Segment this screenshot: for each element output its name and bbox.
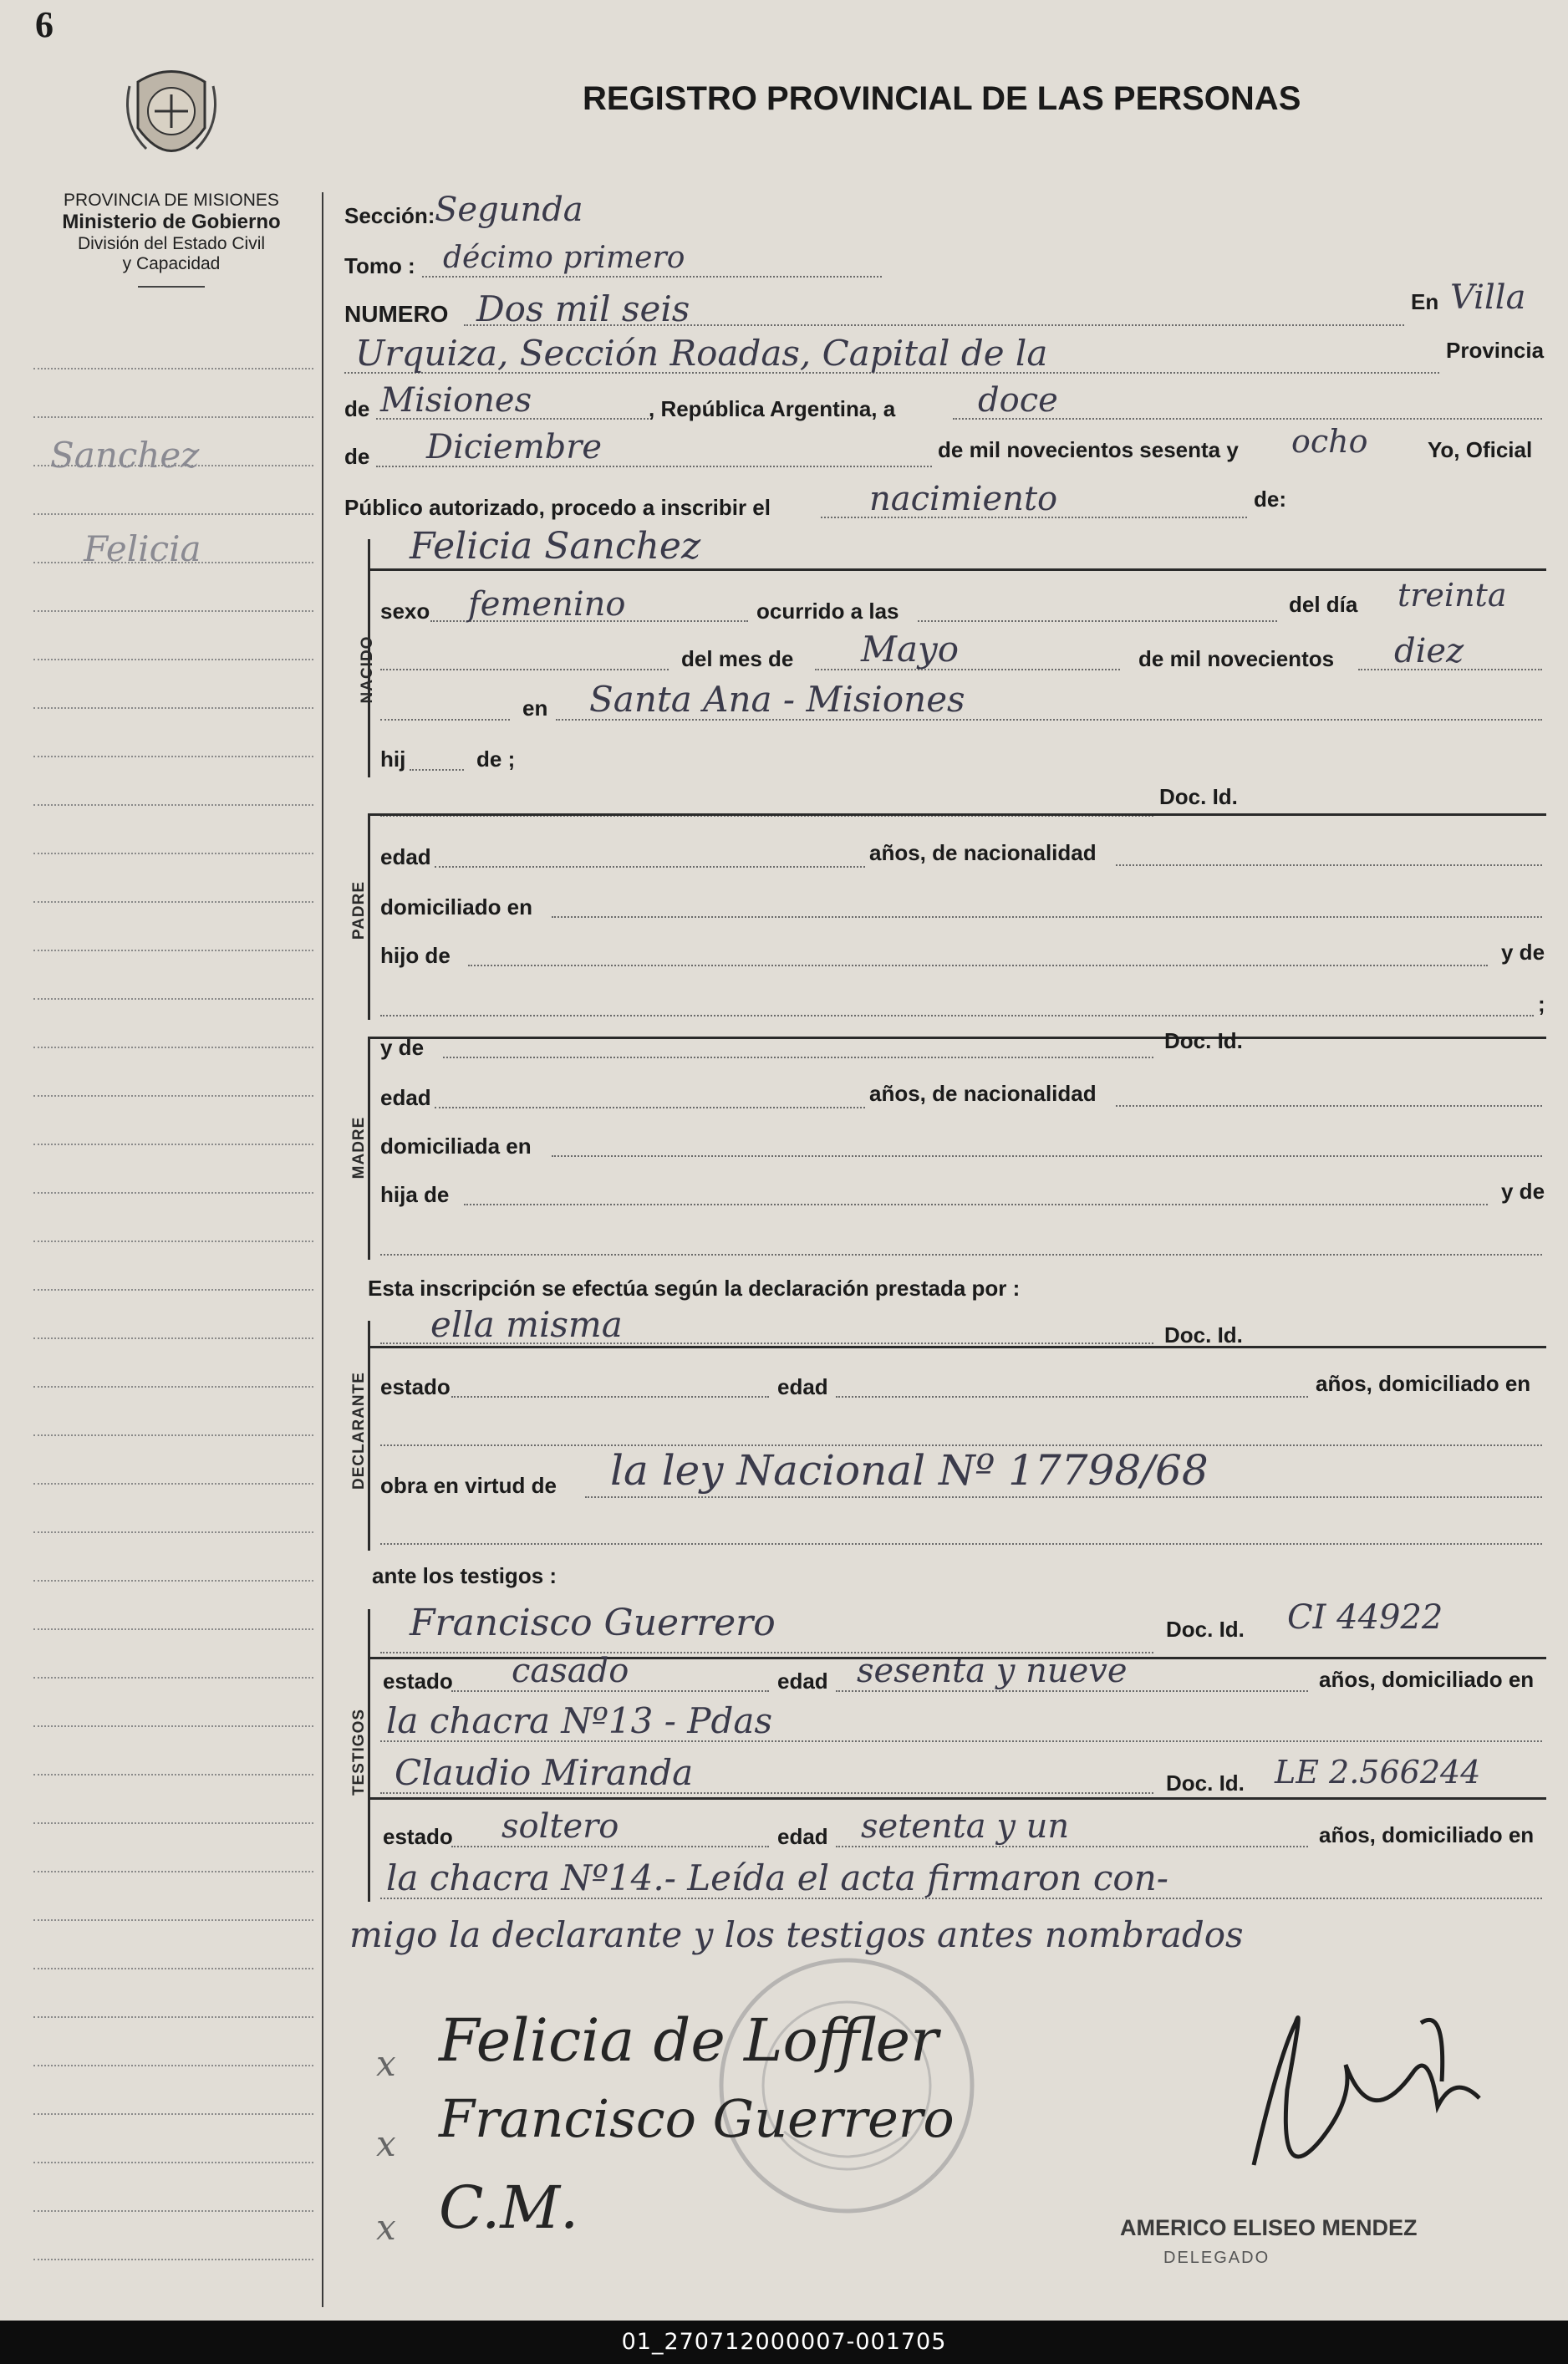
margin-ruled-line xyxy=(33,368,313,369)
margin-ruled-line xyxy=(33,1725,313,1727)
page-number: 6 xyxy=(35,4,53,45)
margin-ruled-line xyxy=(33,2113,313,2115)
closing-text: migo la declarante y los testigos antes nombrados xyxy=(349,1914,1244,1955)
acto-value: nacimiento xyxy=(869,480,1058,518)
margin-ruled-line xyxy=(33,1822,313,1824)
margin-ruled-line xyxy=(33,2016,313,2018)
hij-label: hij xyxy=(380,746,406,772)
madre-y-de-label: y de xyxy=(380,1035,425,1060)
testigo2-nombre: Claudio Miranda xyxy=(395,1752,694,1793)
en-lugar-label: en xyxy=(522,695,548,721)
de-mil-nov-label: de mil novecientos xyxy=(1138,646,1335,671)
image-id-footer: 01_270712000007-001705 xyxy=(0,2321,1568,2364)
del-mes-label: del mes de xyxy=(681,646,794,671)
sexo-value: femenino xyxy=(468,585,626,624)
de-label: de xyxy=(344,396,370,421)
ano-nac-value: diez xyxy=(1394,632,1464,670)
testigos-side-label: TESTIGOS xyxy=(350,1708,368,1796)
testigo1-doc-value: CI 44922 xyxy=(1287,1598,1443,1637)
signature-claudio: C.M. xyxy=(439,2173,579,2242)
margin-ruled-line xyxy=(33,1241,313,1242)
org-capacity: y Capacidad xyxy=(122,254,221,273)
margin-ruled-line xyxy=(33,1289,313,1291)
testigo1-doc-label: Doc. Id. xyxy=(1166,1617,1245,1642)
padre-semicolon: ; xyxy=(1538,991,1545,1016)
padre-side-label: PADRE xyxy=(350,880,368,940)
de-mil-label: de mil novecientos sesenta y xyxy=(938,437,1239,462)
official-name: AMERICO ELISEO MENDEZ xyxy=(1120,2215,1418,2240)
esta-inscripcion-label: Esta inscripción se efectúa según la declaración prestada por : xyxy=(368,1276,1021,1301)
margin-ruled-line xyxy=(33,1144,313,1145)
margin-divider xyxy=(322,192,323,2307)
numero-value: Dos mil seis xyxy=(476,288,690,329)
declarante-doc-label: Doc. Id. xyxy=(1164,1322,1243,1348)
margin-ruled-line xyxy=(33,1968,313,1969)
margin-ruled-line xyxy=(33,1047,313,1048)
sexo-label: sexo xyxy=(380,599,430,624)
testigo2-dom-value: la chacra Nº14.- Leída el acta firmaron con- xyxy=(386,1857,1168,1898)
official-signature-scrawl xyxy=(1229,1973,1504,2224)
testigo2-dom-label: años, domiciliado en xyxy=(1319,1822,1535,1847)
org-block xyxy=(17,191,326,288)
en-label: En xyxy=(1411,289,1439,314)
margin-ruled-line xyxy=(33,416,313,418)
margin-ruled-line xyxy=(33,804,313,806)
declarante-side-label: DECLARANTE xyxy=(350,1372,368,1490)
madre-nac-label: años, de nacionalidad xyxy=(869,1081,1097,1106)
margin-ruled-line xyxy=(33,610,313,612)
testigo2-doc-label: Doc. Id. xyxy=(1166,1770,1245,1796)
margin-ruled-line xyxy=(33,1337,313,1339)
org-underline xyxy=(138,286,205,288)
seccion-value: Segunda xyxy=(435,191,583,229)
province-emblem xyxy=(121,65,221,174)
publico-label: Público autorizado, procedo a inscribir el xyxy=(344,495,771,520)
margin-ruled-line xyxy=(33,1434,313,1436)
org-ministry: Ministerio de Gobierno xyxy=(62,211,281,233)
margin-ruled-line xyxy=(33,1531,313,1533)
testigo2-estado-label: estado xyxy=(383,1824,453,1849)
hij-de-label: de ; xyxy=(476,746,516,772)
org-division: División del Estado Civil xyxy=(77,234,266,253)
obra-value: la ley Nacional Nº 17798/68 xyxy=(610,1446,1209,1495)
madre-edad-label: edad xyxy=(380,1085,431,1110)
margin-ruled-line xyxy=(33,1192,313,1194)
testigo1-estado-value: casado xyxy=(512,1652,629,1690)
tomo-label: Tomo : xyxy=(344,253,415,278)
margin-given-name: Felicia xyxy=(84,528,201,569)
margin-ruled-line xyxy=(33,2259,313,2260)
padre-edad-label: edad xyxy=(380,844,431,869)
margin-ruled-line xyxy=(33,513,313,515)
tomo-value: décimo primero xyxy=(443,241,685,275)
margin-surname: Sanchez xyxy=(50,435,200,476)
testigo2-edad-value: setenta y un xyxy=(861,1807,1070,1846)
testigo1-estado-label: estado xyxy=(383,1669,453,1694)
margin-ruled-line xyxy=(33,2162,313,2163)
x-mark-1: x xyxy=(376,2043,396,2084)
madre-doc-label: Doc. Id. xyxy=(1164,1028,1243,1053)
testigo1-dom-label: años, domiciliado en xyxy=(1319,1667,1535,1692)
margin-ruled-line xyxy=(33,1095,313,1097)
document-title: REGISTRO PROVINCIAL DE LAS PERSONAS xyxy=(583,80,1301,117)
padre-hijo-label: hijo de xyxy=(380,943,451,968)
nacido-side-label: NACIDO xyxy=(359,635,376,704)
testigo1-dom-value: la chacra Nº13 - Pdas xyxy=(386,1700,772,1741)
margin-ruled-line xyxy=(33,1483,313,1485)
place-line-value: Urquiza, Sección Roadas, Capital de la xyxy=(355,333,1048,374)
margin-ruled-line xyxy=(33,950,313,951)
de-colon-label: de: xyxy=(1254,487,1286,512)
madre-hija-label: hija de xyxy=(380,1182,450,1207)
testigo2-doc-value: LE 2.566244 xyxy=(1275,1754,1481,1791)
margin-ruled-line xyxy=(33,1774,313,1776)
margin-ruled-line xyxy=(33,659,313,660)
official-title: DELEGADO xyxy=(1163,2249,1270,2267)
margin-ruled-line xyxy=(33,2065,313,2066)
padre-nac-label: años, de nacionalidad xyxy=(869,840,1097,865)
margin-ruled-line xyxy=(33,1628,313,1630)
padre-y-de-label: y de xyxy=(1501,940,1545,965)
de-label-2: de xyxy=(344,444,370,469)
mes-nac-value: Mayo xyxy=(861,629,960,670)
margin-ruled-line xyxy=(33,1580,313,1582)
testigo2-edad-label: edad xyxy=(777,1824,828,1849)
x-mark-2: x xyxy=(376,2123,396,2164)
margin-ruled-line xyxy=(33,1677,313,1679)
madre-side-label: MADRE xyxy=(350,1116,368,1179)
declarante-value: ella misma xyxy=(430,1304,623,1345)
del-dia-label: del día xyxy=(1289,592,1358,617)
provincia-value: Misiones xyxy=(380,381,532,420)
madre-y-de-label-2: y de xyxy=(1501,1179,1545,1204)
dia-nac-value: treinta xyxy=(1397,577,1507,614)
testigo2-estado-value: soltero xyxy=(501,1807,619,1846)
mes-registro-value: Diciembre xyxy=(426,428,603,466)
madre-dom-label: domiciliada en xyxy=(380,1134,532,1159)
x-mark-3: x xyxy=(376,2207,396,2248)
official-stamp xyxy=(709,1948,985,2224)
declarante-dom-label: años, domiciliado en xyxy=(1316,1371,1531,1396)
margin-ruled-line xyxy=(33,707,313,709)
nacido-doc-label: Doc. Id. xyxy=(1159,784,1238,809)
en-value: Villa xyxy=(1450,278,1526,317)
provincia-label: Provincia xyxy=(1446,338,1545,363)
testigo1-edad-label: edad xyxy=(777,1669,828,1694)
ante-testigos-label: ante los testigos : xyxy=(372,1563,557,1588)
republica-label: , República Argentina, a xyxy=(649,396,896,421)
signature-francisco: Francisco Guerrero xyxy=(439,2088,955,2149)
lugar-nac-value: Santa Ana - Misiones xyxy=(589,679,965,720)
seccion-label: Sección: xyxy=(344,203,435,228)
obra-label: obra en virtud de xyxy=(380,1473,557,1498)
testigo1-edad-value: sesenta y nueve xyxy=(857,1652,1128,1690)
margin-ruled-line xyxy=(33,1386,313,1388)
signature-felicia: Felicia de Loffler xyxy=(439,2006,939,2075)
declarante-edad-label: edad xyxy=(777,1374,828,1399)
declarante-estado-label: estado xyxy=(380,1374,451,1399)
margin-ruled-line xyxy=(33,1919,313,1921)
margin-ruled-line xyxy=(33,2210,313,2212)
margin-ruled-line xyxy=(33,853,313,854)
margin-ruled-line xyxy=(33,1871,313,1872)
org-province: PROVINCIA DE MISIONES xyxy=(64,191,279,210)
dia-registro-value: doce xyxy=(978,381,1058,420)
nombre-value: Felicia Sanchez xyxy=(410,525,701,568)
margin-ruled-line xyxy=(33,756,313,757)
numero-label: NUMERO xyxy=(344,301,449,327)
padre-dom-label: domiciliado en xyxy=(380,894,533,920)
ano-registro-value: ocho xyxy=(1291,423,1368,460)
ocurrido-label: ocurrido a las xyxy=(756,599,899,624)
margin-ruled-line xyxy=(33,901,313,903)
margin-ruled-line xyxy=(33,998,313,1000)
testigo1-nombre: Francisco Guerrero xyxy=(410,1602,776,1644)
yo-oficial-label: Yo, Oficial xyxy=(1428,437,1533,462)
